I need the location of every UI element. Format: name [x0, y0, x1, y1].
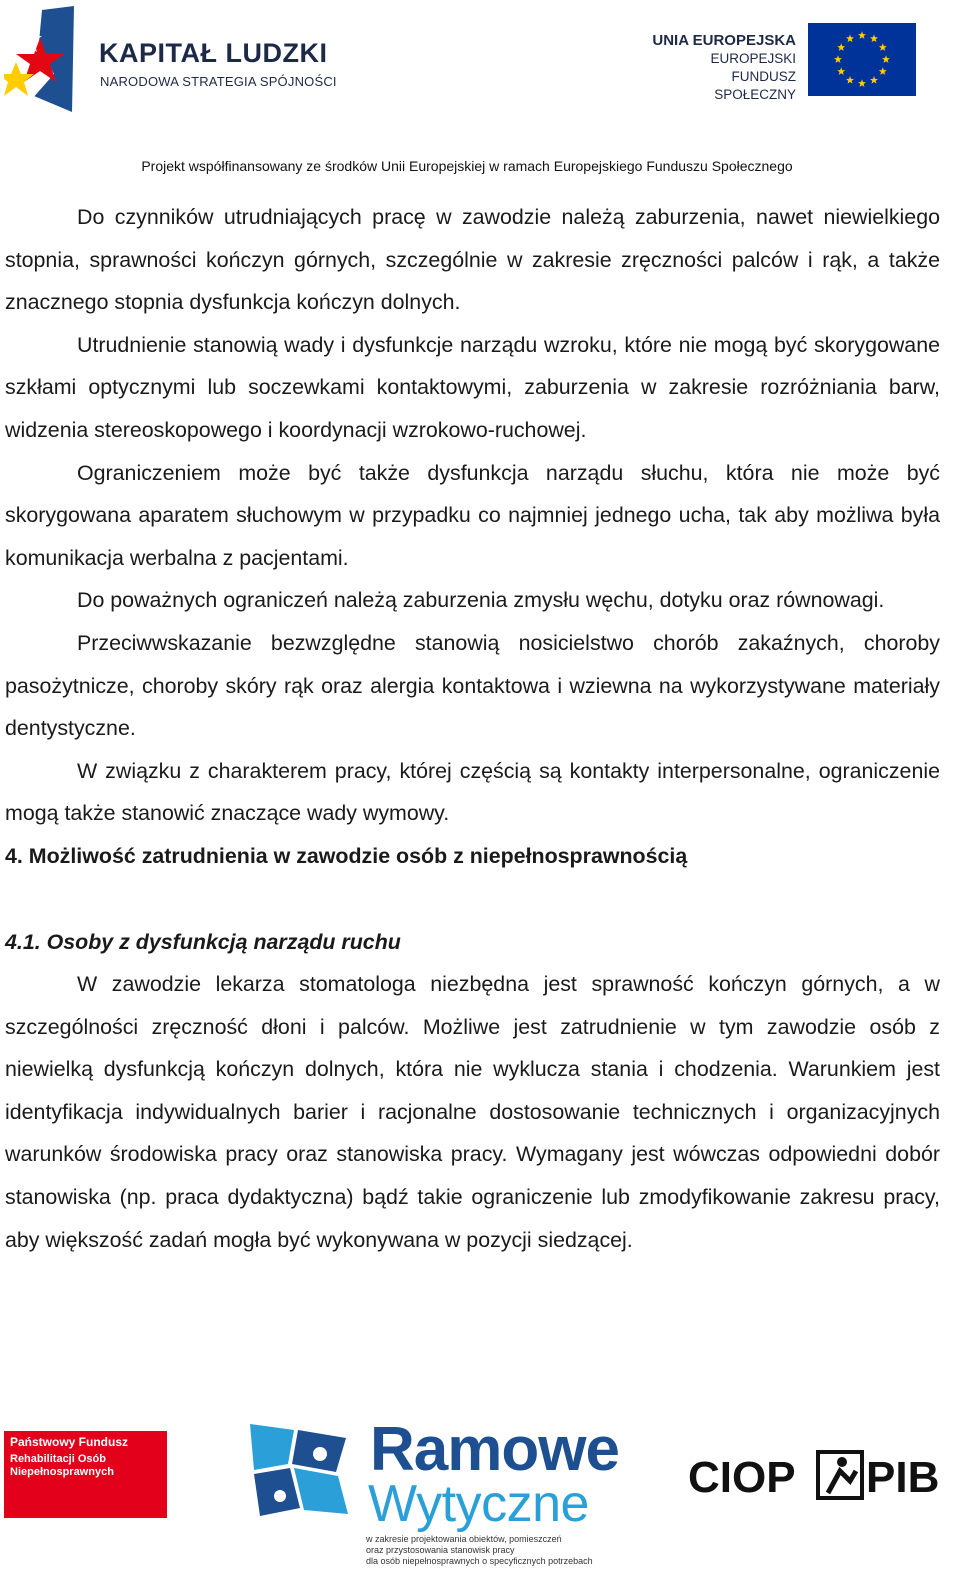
pfron-line3: Niepełnosprawnych: [10, 1466, 114, 1478]
cofinancing-note: Projekt współfinansowany ze środków Unii Europejskiej w ramach Europejskiego Funduszu Społecznego: [141, 158, 793, 174]
pib-label: PIB: [866, 1453, 940, 1502]
kapital-ludzki-logo-icon: [4, 4, 84, 116]
ramowe-desc-line2: oraz przystosowania stanowisk pracy: [366, 1545, 515, 1555]
pfron-band: [4, 1427, 167, 1431]
document-body: [5, 196, 940, 1261]
paragraph: Utrudnienie stanowią wady i dysfunkcje narządu wzroku, które nie mogą być skorygowane szkłami optycznymi lub soczewkami kontaktowymi, zaburzenia w zakresie rozróżniania barw, widzenia stereoskopowego i koordynacji wzrokowo-ruchowej.: [5, 332, 940, 442]
pfron-line1: Państwowy Fundusz: [10, 1435, 129, 1449]
ramowe-description: [366, 1534, 593, 1567]
kapital-ludzki-title: KAPITAŁ LUDZKI: [99, 38, 328, 68]
ramowe-title: Ramowe: [370, 1415, 619, 1484]
eu-label-line2: EUROPEJSKI: [710, 51, 796, 66]
paragraph: Do poważnych ograniczeń należą zaburzenia zmysłu węchu, dotyku oraz równowagi.: [77, 588, 885, 613]
paragraph: Przeciwwskazanie bezwzględne stanowią nosicielstwo chorób zakaźnych, choroby pasożytnicze, choroby skóry rąk oraz alergia kontaktowa i wziewna na wykorzystywane materiały dentystyczne.: [5, 630, 940, 741]
ciop-label: CIOP: [688, 1453, 796, 1502]
eu-label-line3: FUNDUSZ SPOŁECZNY: [714, 69, 796, 102]
paragraph: Do czynników utrudniających pracę w zawodzie należą zaburzenia, nawet niewielkiego stopnia, sprawności kończyn górnych, szczególnie w zakresie zręczności palców i rąk, a także znacznego stopnia dysfunkcja kończyn dolnych.: [5, 205, 940, 315]
paragraph: Ograniczeniem może być także dysfunkcja narządu słuchu, która nie może być skorygowana aparatem słuchowym w przypadku co najmniej jednego ucha, tak aby możliwa była komunikacja werbalna z pacjentami.: [5, 460, 940, 570]
eu-label-line1: UNIA EUROPEJSKA: [652, 32, 796, 49]
eu-flag-icon: [808, 23, 916, 96]
ramowe-desc-line3: dla osób niepełnosprawnych o specyficznych potrzebach: [366, 1556, 593, 1566]
eu-fund-label: [648, 32, 796, 104]
paragraph: W zawodzie lekarza stomatologa niezbędna jest sprawność kończyn górnych, a w szczególności zręczność dłoni i palców. Możliwe jest zatrudnienie w tym zawodzie osób z niewielką dysfunkcją kończyn dolnych, która nie wyklucza stania i chodzenia. Warunkiem jest identyfikacja indywidualnych barier i racjonalne dostosowanie technicznych i organizacyjnych warunków środowiska pracy oraz stanowiska pracy. Wymagany jest wówczas odpowiedni dobór stanowiska (np. praca dydaktyczna) bądź takie ograniczenie lub zmodyfikowanie zakresu pracy, aby większość zadań mogła być wykonywana w pozycji siedzącej.: [5, 972, 940, 1252]
paragraph: W związku z charakterem pracy, której częścią są kontakty interpersonalne, ograniczenie mogą także stanowić znaczące wady wymowy.: [5, 758, 940, 826]
page-header: [0, 0, 960, 185]
ramowe-wytyczne-logo-icon: [250, 1424, 360, 1534]
ramowe-desc-line1: w zakresie projektowania obiektów, pomieszczeń: [366, 1534, 562, 1544]
ramowe-subtitle: Wytyczne: [368, 1475, 589, 1533]
section-heading: 4. Możliwość zatrudnienia w zawodzie osób z niepełnosprawnością: [5, 843, 688, 868]
pfron-logo: [4, 1427, 167, 1518]
kapital-ludzki-subtitle: NARODOWA STRATEGIA SPÓJNOŚCI: [100, 74, 337, 89]
subsection-heading: 4.1. Osoby z dysfunkcją narządu ruchu: [5, 929, 401, 954]
pfron-line2: Rehabilitacji Osób: [10, 1453, 106, 1465]
ciop-pib-logo-icon: [688, 1447, 942, 1503]
